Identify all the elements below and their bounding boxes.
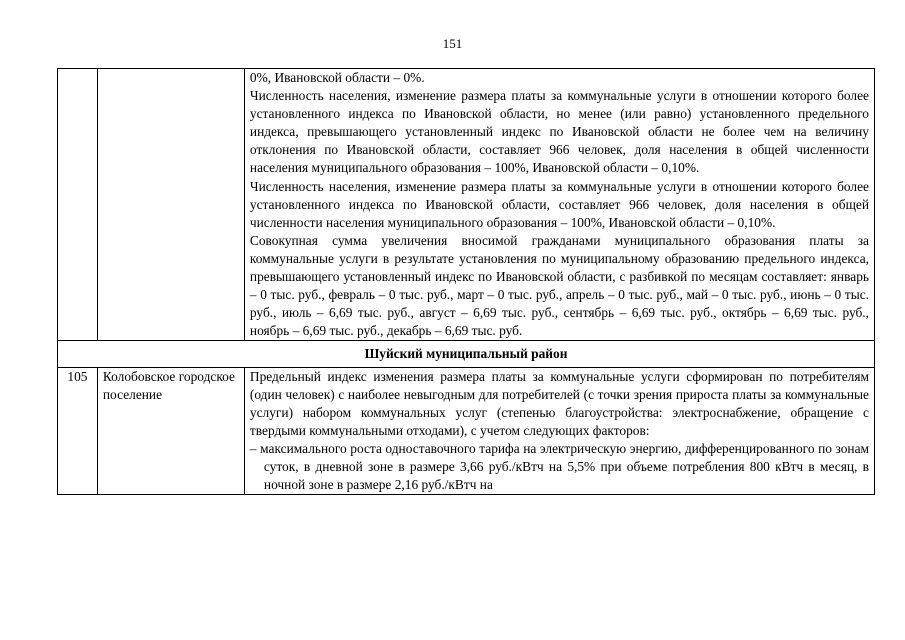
municipal-index-table: [57, 68, 875, 495]
paragraph: Совокупная сумма увеличения вносимой гражданами муниципального образования платы за коммунальные услуги в результате установления по муниципальному образованию предельного индекса, превышающего установленный индекс по Ивановской области, с разбивкой по месяцам составляет: январь – 0 тыс. руб., февраль – 0 тыс. руб., март – 0 тыс. руб., апрель – 0 тыс. руб., май – 0 тыс. руб., июнь – 0 тыс. руб., июль – 6,69 тыс. руб., август – 6,69 тыс. руб., сентябрь – 6,69 тыс. руб., октябрь – 6,69 тыс. руб., ноябрь – 6,69 тыс. руб., декабрь – 6,69 тыс. руб.: [249, 232, 869, 339]
name-cell-empty: [97, 69, 244, 341]
entry-description: [244, 367, 874, 495]
paragraph: Численность населения, изменение размера платы за коммунальные услуги в отношении которого более установленного индекса по Ивановской области, но менее (или равно) установленного предельного индекса, превышающего установленный индекс по Ивановской области не более чем на величину отклонения по Ивановской области, составляет 966 человек, доля населения в общей численности населения муниципального образования – 100%, Ивановской области – 0,10%.: [249, 88, 869, 176]
paragraph: Предельный индекс изменения размера платы за коммунальные услуги сформирован по потребителям (один человек) с наиболее невыгодным для потребителей (с точки зрения прироста платы за коммунальные услуги) набором коммунальных услуг (степенью благоустройства: электроснабжение, обращение с твердыми коммунальными отходами), с учетом следующих факторов:: [249, 368, 869, 438]
description-cell: [244, 69, 874, 341]
entry-name: Колобовское городское поселение: [97, 367, 244, 495]
page-number: 151: [442, 36, 463, 51]
table-row-entry: [58, 367, 875, 495]
table-row-continued: [58, 69, 875, 341]
bullet-item: – максимального роста одноставочного тарифа на электрическую энергию, дифференцированного по зонам суток, в дневной зоне в размере 3,66 руб./кВтч на 5,5% при объеме потребления 800 кВтч в месяц, в ночной зоне в размере 2,16 руб./кВтч на: [249, 440, 869, 493]
number-cell-empty: [58, 69, 98, 341]
paragraph: Численность населения, изменение размера платы за коммунальные услуги в отношении которого более установленного индекса по Ивановской области, составляет 966 человек, доля населения в общей численности населения муниципального образования – 100%, Ивановской области – 0,10%.: [249, 178, 869, 230]
section-title: Шуйский муниципальный район: [58, 341, 875, 367]
entry-number: 105: [58, 367, 98, 495]
paragraph: 0%, Ивановской области – 0%.: [249, 70, 425, 85]
section-header-row: [58, 341, 875, 367]
